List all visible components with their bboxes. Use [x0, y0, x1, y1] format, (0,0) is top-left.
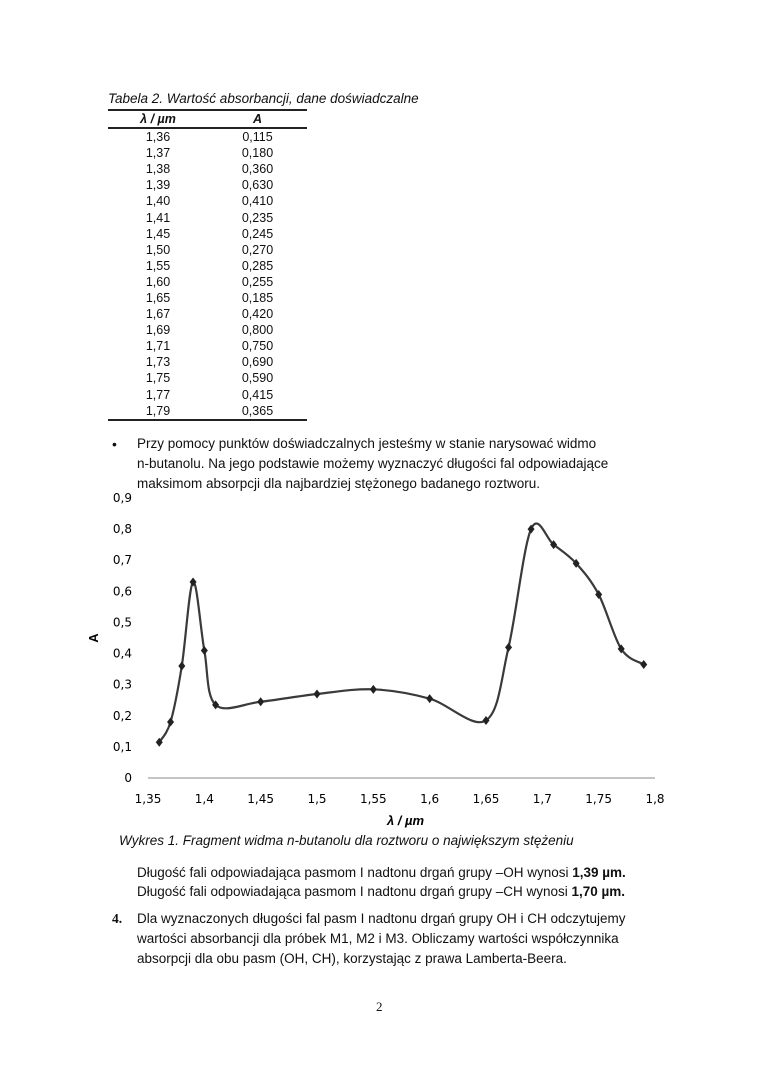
bullet-line: Przy pomocy punktów doświadczalnych jesteśmy w stanie narysować widmo	[137, 436, 597, 451]
table-row	[108, 145, 307, 161]
y-tick-label: 0,9	[112, 491, 132, 505]
data-point-marker	[640, 660, 647, 669]
table-header-row	[108, 110, 307, 128]
data-point-marker	[314, 690, 321, 699]
section-4-paragraph	[137, 909, 625, 969]
y-tick-label: 0,7	[112, 553, 132, 568]
y-tick-label: 0,1	[112, 739, 132, 754]
cell-wavelength: 1,45	[145, 226, 171, 241]
cell-wavelength: 1,73	[145, 355, 171, 370]
data-point-marker	[201, 646, 208, 655]
table-row	[108, 177, 307, 193]
cell-absorbance: 0,185	[241, 290, 274, 305]
table-row	[108, 387, 307, 403]
table-row	[108, 242, 307, 258]
table-row	[108, 354, 307, 370]
table-row	[108, 322, 307, 338]
y-tick-label: 0,4	[112, 646, 132, 661]
cell-absorbance: 0,255	[241, 274, 274, 289]
cell-wavelength: 1,75	[145, 371, 171, 386]
header-wavelength: λ / µm	[108, 110, 208, 128]
cell-absorbance: 0,285	[241, 258, 274, 273]
cell-absorbance: 0,115	[242, 130, 273, 145]
x-tick-label: 1,4	[194, 792, 214, 806]
result-oh-value: 1,39 µm.	[572, 865, 626, 880]
x-tick-label: 1,75	[585, 792, 613, 806]
table-row	[108, 338, 307, 354]
section-line: wartości absorbancji dla próbek M1, M2 i M3. Obliczamy wartości współczynnika	[137, 931, 619, 946]
y-tick-label: 0,8	[112, 522, 132, 537]
table-row	[108, 226, 307, 242]
data-point-marker	[167, 718, 174, 727]
cell-wavelength: 1,50	[145, 242, 171, 257]
bullet-line: maksimom absorpcji dla najbardziej stężonego badanego roztworu.	[137, 476, 540, 491]
bullet-line: n-butanolu. Na jego podstawie możemy wyznaczyć długości fal odpowiadające	[137, 456, 609, 471]
cell-absorbance: 0,365	[208, 403, 307, 420]
table-row	[108, 403, 307, 420]
cell-absorbance: 0,690	[241, 355, 274, 370]
bullet-icon: •	[112, 436, 117, 452]
cell-absorbance: 0,180	[241, 146, 274, 161]
result-oh: Długość fali odpowiadająca pasmom I nadtonu drgań grupy –OH wynosi 1,39 µm.	[137, 865, 626, 880]
table-row	[108, 290, 307, 306]
data-point-marker	[370, 685, 377, 694]
y-tick-label: 0,3	[112, 677, 132, 692]
cell-absorbance: 0,360	[241, 162, 274, 177]
cell-wavelength: 1,36	[145, 130, 171, 145]
absorbance-table	[108, 109, 307, 421]
cell-absorbance: 0,415	[241, 387, 274, 402]
bullet-paragraph	[137, 434, 608, 494]
table-row	[108, 306, 307, 322]
cell-absorbance: 0,235	[241, 210, 274, 225]
cell-wavelength: 1,41	[145, 210, 171, 225]
y-tick-label: 0,2	[112, 708, 132, 723]
table-row	[108, 209, 307, 225]
table-row	[108, 161, 307, 177]
cell-wavelength: 1,40	[145, 194, 171, 209]
table-row	[108, 370, 307, 386]
x-axis-label: λ / µm	[386, 813, 425, 828]
spectrum-curve	[159, 524, 643, 743]
cell-absorbance: 0,630	[241, 178, 274, 193]
section-line: Dla wyznaczonych długości fal pasm I nadtonu drgań grupy OH i CH odczytujemy	[137, 911, 626, 926]
y-tick-label: 0	[124, 771, 132, 785]
data-point-marker	[505, 643, 512, 652]
cell-absorbance: 0,590	[241, 371, 274, 386]
cell-absorbance: 0,420	[241, 307, 274, 322]
table-row	[108, 274, 307, 290]
header-absorbance: A	[208, 110, 307, 128]
cell-wavelength: 1,69	[145, 323, 171, 338]
cell-wavelength: 1,79	[108, 403, 208, 420]
page-number: 2	[376, 999, 383, 1014]
x-tick-label: 1,6	[420, 792, 440, 806]
section-line: absorpcji dla obu pasm (OH, CH), korzystając z prawa Lamberta-Beera.	[137, 951, 567, 966]
cell-absorbance: 0,410	[241, 194, 274, 209]
result-ch: Długość fali odpowiadająca pasmom I nadtonu drgań grupy –CH wynosi 1,70 µm.	[137, 884, 626, 899]
cell-wavelength: 1,38	[145, 162, 171, 177]
x-tick-label: 1,45	[247, 792, 275, 806]
y-axis-label: A	[86, 633, 101, 643]
x-tick-label: 1,55	[359, 792, 387, 806]
chart-caption: Wykres 1. Fragment widma n-butanolu dla roztworu o największym stężeniu	[119, 833, 574, 848]
cell-absorbance: 0,270	[241, 242, 274, 257]
data-point-marker	[426, 694, 433, 703]
absorption-spectrum-chart	[80, 488, 680, 838]
x-tick-label: 1,8	[645, 792, 665, 806]
section-number: 4.	[112, 911, 123, 926]
table-caption: Tabela 2. Wartość absorbancji, dane doświadczalne	[108, 91, 419, 106]
results-block	[137, 863, 626, 901]
table-row	[108, 258, 307, 274]
y-tick-label: 0,6	[112, 584, 132, 599]
table-row	[108, 128, 307, 145]
data-point-marker	[257, 697, 264, 706]
x-tick-label: 1,65	[472, 792, 500, 806]
x-tick-label: 1,35	[134, 792, 162, 806]
cell-absorbance: 0,800	[241, 323, 274, 338]
cell-wavelength: 1,60	[145, 274, 171, 289]
cell-absorbance: 0,245	[241, 226, 274, 241]
cell-absorbance: 0,750	[241, 339, 274, 354]
x-tick-label: 1,5	[307, 792, 327, 806]
data-point-marker	[178, 662, 185, 671]
table-row	[108, 193, 307, 209]
cell-wavelength: 1,39	[145, 178, 171, 193]
cell-wavelength: 1,65	[145, 290, 171, 305]
result-ch-value: 1,70 µm.	[571, 884, 626, 899]
cell-wavelength: 1,55	[145, 258, 171, 273]
cell-wavelength: 1,37	[145, 146, 171, 161]
x-tick-label: 1,7	[532, 792, 552, 806]
cell-wavelength: 1,71	[145, 339, 171, 354]
cell-wavelength: 1,77	[145, 387, 171, 402]
cell-wavelength: 1,67	[145, 307, 171, 322]
y-tick-label: 0,5	[112, 615, 132, 630]
